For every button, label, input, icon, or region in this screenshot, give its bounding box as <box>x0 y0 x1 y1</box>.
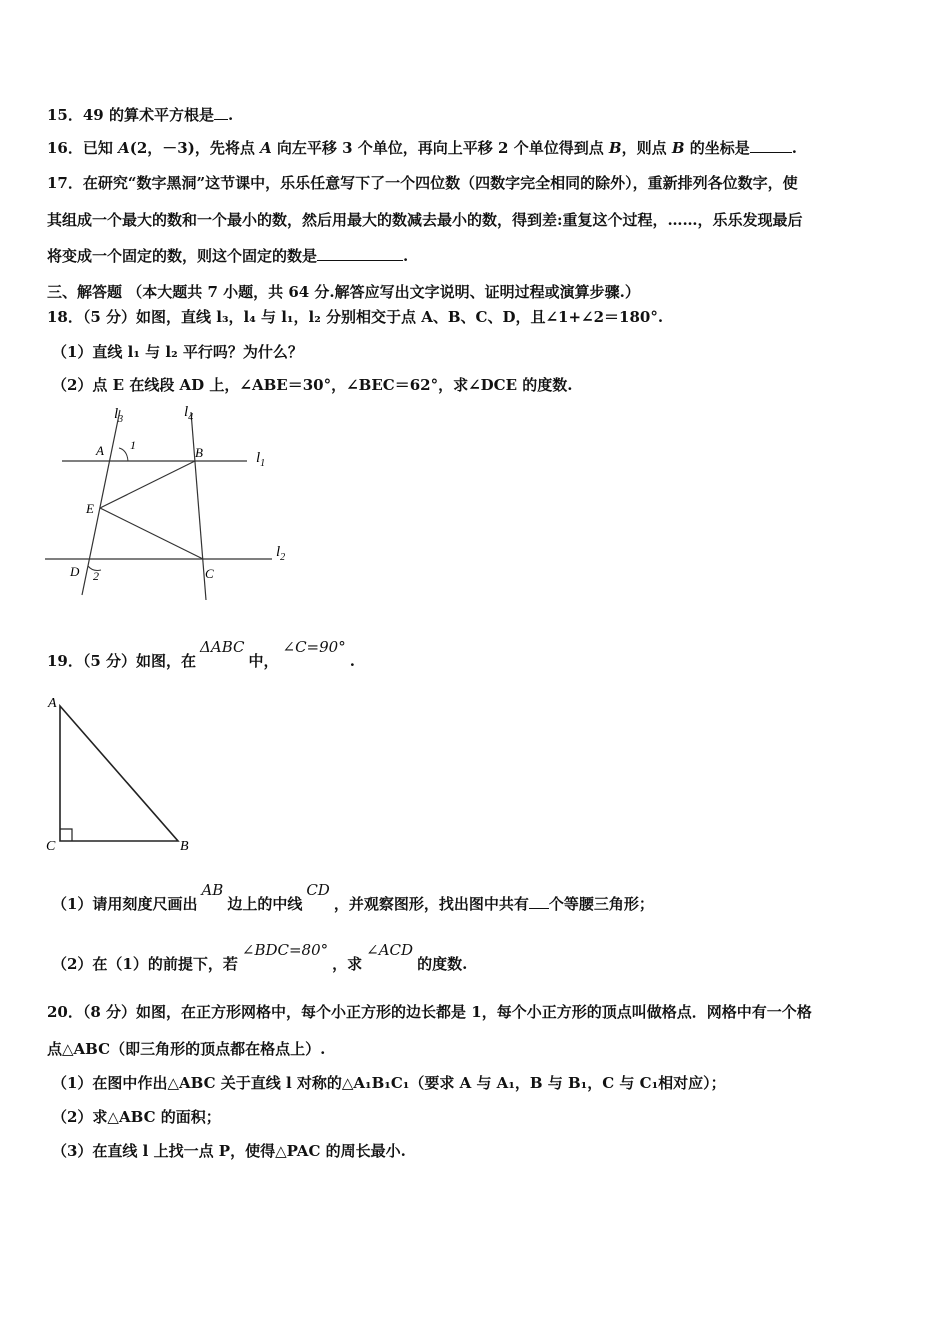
question-20-part-2: （2）求△ABC 的面积； <box>52 1108 221 1126</box>
question-16: 16．已知 A(2，－3)，先将点 A 向左平移 3 个单位，再向上平移 2 个单位得到点 B，则点 B 的坐标是 . <box>47 139 797 157</box>
question-19-part-1 <box>52 881 654 914</box>
q17-text: 将变成一个固定的数，则这个固定的数是 <box>47 247 318 265</box>
q16-text: 向左平移 3 个单位，再向上平移 2 个单位得到点 <box>271 139 609 157</box>
q19-figure <box>40 690 200 855</box>
section-heading: 三、解答题 （本大题共 7 小题，共 64 分.解答应写出文字说明、证明过程或演算步骤.） <box>47 283 640 301</box>
question-18-head: 18．（5 分）如图，直线 l₃，l₄ 与 l₁，l₂ 分别相交于点 A、B、C、D，且∠1+∠2＝180°. <box>47 308 664 326</box>
q19-text: （2）在（1）的前提下，若 <box>52 955 238 973</box>
q19-text: 边上的中线 <box>227 895 303 913</box>
label-l2: $l_2$ <box>276 544 286 563</box>
label-e: E <box>86 501 94 516</box>
line-l4 <box>191 412 206 600</box>
question-18-part-2: （2）点 E 在线段 AD 上，∠ABE＝30°，∠BEC＝62°，求∠DCE 的度数. <box>52 376 573 394</box>
answer-blank[interactable] <box>750 138 792 153</box>
question-19-head <box>47 638 355 671</box>
q19-text: ，求 <box>332 955 363 973</box>
q16-coord: (2，－3) <box>129 139 195 157</box>
question-20-part-1: （1）在图中作出△ABC 关于直线 l 对称的△A₁B₁C₁（要求 A 与 A₁，B 与 B₁，C 与 C₁相对应）； <box>52 1074 726 1092</box>
question-18-part-1: （1）直线 l₁ 与 l₂ 平行吗？为什么？ <box>52 343 303 361</box>
question-17-line-1: 17．在研究“数字黑洞”这节课中，乐乐任意写下了一个四位数（四数字完全相同的除外），重新排列各位数字，使 <box>47 174 798 192</box>
label-d: D <box>70 564 80 579</box>
right-angle-mark <box>60 829 72 841</box>
label-b: B <box>180 839 189 854</box>
question-20-part-3: （3）在直线 l 上找一点 P，使得△PAC 的周长最小. <box>52 1142 406 1160</box>
answer-blank[interactable] <box>317 246 403 261</box>
label-c: C <box>46 839 56 854</box>
answer-blank[interactable] <box>529 894 549 909</box>
question-17-line-2: 其组成一个最大的数和一个最小的数，然后用最大的数减去最小的数，得到差:重复这个过程，……，乐乐发现最后 <box>47 211 803 229</box>
q19-text: . <box>349 652 355 670</box>
q16-text: ，先将点 <box>194 139 261 157</box>
label-l4: $l_4$ <box>184 404 194 423</box>
q19-math-cd: CD <box>306 881 330 899</box>
q19-math-angle: ∠C=90° <box>282 638 346 656</box>
q18-figure <box>40 400 300 605</box>
question-19-part-2 <box>52 941 468 974</box>
label-a: A <box>96 443 104 458</box>
q15-text: 15．49 的算术平方根是 <box>47 106 214 124</box>
answer-blank[interactable] <box>214 105 228 120</box>
label-l1: $l_1$ <box>256 450 266 469</box>
segment-eb <box>100 461 195 508</box>
triangle-abc <box>60 706 178 841</box>
question-20-line-2: 点△ABC（即三角形的顶点都在格点上）. <box>47 1040 326 1058</box>
label-l3: $l_3$ <box>114 406 124 425</box>
q19-text: ，并观察图形，找出图中共有 <box>333 895 529 913</box>
q19-math-bdc: ∠BDC=80° <box>241 941 329 959</box>
q16-text: ，则点 <box>621 139 672 157</box>
q19-text: （1）请用刻度尺画出 <box>52 895 198 913</box>
segment-ec <box>100 508 203 559</box>
q19-text: 个等腰三角形； <box>548 895 654 913</box>
question-15: 15．49 的算术平方根是 . <box>47 106 234 124</box>
q16-point-a: A <box>118 139 130 157</box>
q19-text: 的度数. <box>417 955 468 973</box>
q16-point-b: B <box>608 139 622 157</box>
q19-math-triangle: ΔABC <box>200 638 245 656</box>
q19-math-ab: AB <box>201 881 224 899</box>
question-20-line-1: 20．（8 分）如图，在正方形网格中，每个小正方形的边长都是 1，每个小正方形的顶点叫做格点．网格中有一个格 <box>47 1003 812 1021</box>
question-17-line-3: 将变成一个固定的数，则这个固定的数是 . <box>47 247 409 265</box>
q16-point-a: A <box>260 139 272 157</box>
label-b: B <box>195 445 203 460</box>
q16-point-b: B <box>671 139 685 157</box>
angle-1-arc <box>119 448 128 461</box>
q19-math-acd: ∠ACD <box>366 941 414 959</box>
q19-text: 19．（5 分）如图，在 <box>47 652 197 670</box>
label-c: C <box>205 566 214 581</box>
q16-text: 16．已知 <box>47 139 119 157</box>
label-angle-2: 2 <box>93 569 99 583</box>
label-a: A <box>48 696 57 711</box>
q19-text: 中， <box>248 652 279 670</box>
q16-text: 的坐标是 <box>684 139 750 157</box>
label-angle-1: 1 <box>130 438 136 452</box>
